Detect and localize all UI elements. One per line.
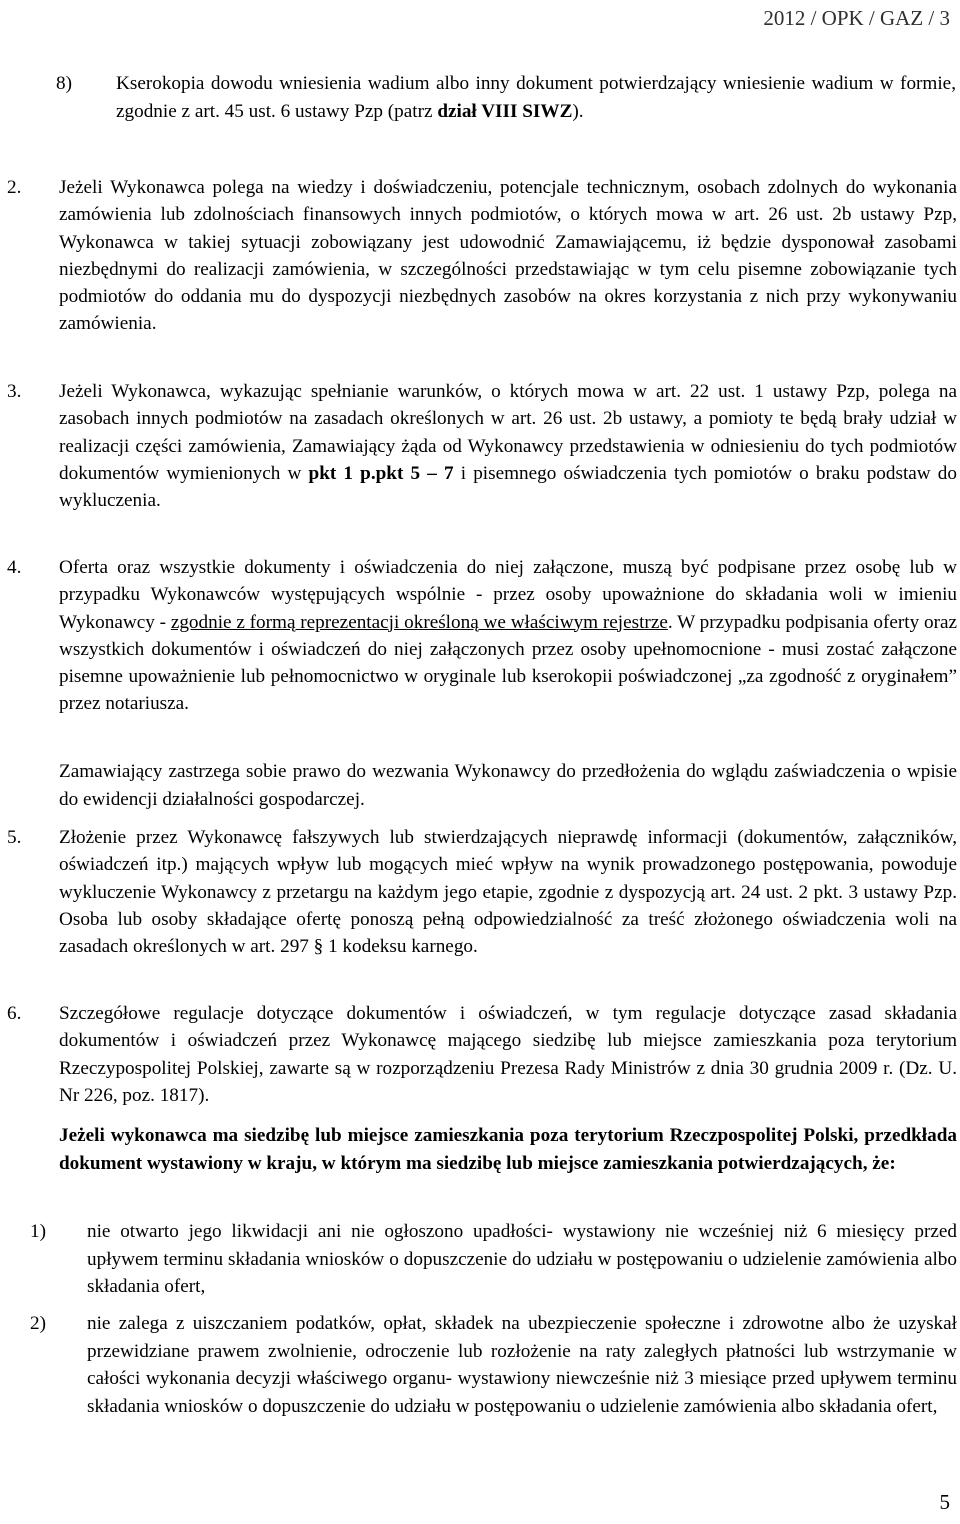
list-item-text: Kserokopia dowodu wniesienia wadium albo inny dokument potwierdzający wniesienie wadium w formie, zgodnie z art. 45 ust. 6 ustawy Pzp (patrz [116,73,956,122]
paragraph-reservation: Zamawiający zastrzega sobie prawo do wezwania Wykonawcy do przedłożenia do wglądu zaświadczenia o wpisie do ewidencji działalności gospodarczej. [59,761,957,810]
list-item-underlined-text: zgodnie z formą reprezentacji określoną we właściwym rejestrze [170,611,668,633]
list-item-text: Złożenie przez Wykonawcę fałszywych lub stwierdzających nieprawdę informacji (dokumentów, załączników, oświadczeń itp.) mających wpływ lub mogących mieć wpływ na wynik prowadzonego postępowania, powoduje wykluczenie Wykonawcy z przetargu na każdym jego etapie, zgodnie z dyspozycją art. 24 ust. 2 pkt. 3 ustawy Pzp. Osoba lub osoby składające ofertę ponoszą pełną odpowiedzialność za treść złożonego oświadczenia woli na zasadach określonych w art. 297 § 1 kodeksu karnego. [59,827,957,958]
list-item-number: 5. [7,827,22,848]
list-item-2 [7,174,957,338]
list-item-5 [7,824,957,960]
list-item-text: Jeżeli Wykonawca, wykazując spełnianie warunków, o których mowa w art. 22 ust. 1 ustawy Pzp, polega na zasobach innych podmiotów na zasadach określonych w art. 26 ust. 2b ustawy, a pomioty te będą brały udział w realizacji części zamówienia, Zamawiający żąda od Wykonawcy przedstawienia w odniesieniu do tych podmiotów dokumentów wymienionych w [59,381,957,484]
document-reference-header: 2012 / OPK / GAZ / 3 [763,6,950,30]
list-item-number: 3. [7,381,22,402]
list-item-4 [7,554,957,718]
list-item-bold-text: dział VIII SIWZ [437,101,573,122]
sub-list-item-2 [30,1310,957,1420]
sub-list-item-1 [30,1218,957,1301]
list-item-number: 1) [30,1221,46,1242]
list-item-text: Szczegółowe regulacje dotyczące dokumentów i oświadczeń, w tym regulacje dotyczące zasad składania dokumentów i oświadczeń przez Wykonawcę mającego siedzibę lub miejsce zamieszkania poza terytorium Rzeczypospolitej Polskiej, zawarte są w rozporządzeniu Prezesa Rady Ministrów z dnia 30 grudnia 2009 r. (Dz. U. Nr 226, poz. 1817). [59,1003,957,1106]
list-item-bold-text: pkt 1 p.pkt 5 – 7 [308,462,454,484]
list-item-text: . W przypadku podpisania oferty oraz wszystkich dokumentów i oświadczeń do niej załączonych przez osoby upełnomocnione - musi zostać załączone pisemne upoważnienie lub pełnomocnictwo w oryginale lub kserokopii poświadczonej „za zgodność z oryginałem” przez notariusza. [59,611,958,715]
list-item-text: nie zalega z uiszczaniem podatków, opłat, składek na ubezpieczenie społeczne i zdrowotne albo że uzyskał przewidziane prawem zwolnienie, odroczenie lub rozłożenie na raty zaległych płatności lub wstrzymanie w całości wykonania decyzji właściwego organu- wystawiony niewcześnie niż 3 miesiące przed upływem terminu składania wniosków o dopuszczenie do udziału w postępowaniu o udzielenie zamówienia albo składania ofert, [87,1313,957,1417]
list-item-text: nie otwarto jego likwidacji ani nie ogłoszono upadłości- wystawiony nie wcześniej niż 6 miesięcy przed upływem terminu składania wniosków o dopuszczenie do udziału w postępowaniu o udzielenie zamówienia albo składania ofert, [87,1221,957,1297]
list-item-text: i pisemnego oświadczenia tych pomiotów o braku podstaw do wykluczenia. [59,462,957,512]
list-item-6 [7,1000,957,1109]
list-item-text: Oferta oraz wszystkie dokumenty i oświadczenia do niej załączone, muszą być podpisane przez osobę lub w przypadku Wykonawców występujących wspólnie - przez osoby upoważnione do składania woli w imieniu Wykonawcy - [59,557,957,633]
list-item-number: 2. [7,177,22,198]
list-item-number: 6. [7,1003,22,1024]
list-item-text: Jeżeli Wykonawca polega na wiedzy i doświadczeniu, potencjale technicznym, osobach zdolnych do wykonania zamówienia lub zdolnościach finansowych innych podmiotów, o których mowa w art. 26 ust. 2b ustawy Pzp, Wykonawca w takiej sytuacji zobowiązany jest udowodnić Zamawiającemu, iż będzie dysponował zasobami niezbędnymi do realizacji zamówienia, w szczególności przedstawiając w tym celu pisemne zobowiązanie tych podmiotów do oddania mu do dyspozycji niezbędnych zasobów na okres korzystania z nich przy wykonywaniu zamówienia. [59,177,957,335]
list-item-number: 8) [56,73,72,94]
list-item-8 [56,70,956,126]
list-item-number: 4. [7,557,22,578]
list-item-number: 2) [30,1313,46,1334]
list-item-text: ). [572,101,584,122]
page-number: 5 [939,1490,950,1514]
list-item-3 [7,378,957,514]
paragraph-foreign-contractor: Jeżeli wykonawca ma siedzibę lub miejsce zamieszkania poza terytorium Rzeczpospolitej Polski, przedkłada dokument wystawiony w kraju, w którym ma siedzibę lub miejsce zamieszkania potwierdzających, że: [59,1125,957,1174]
